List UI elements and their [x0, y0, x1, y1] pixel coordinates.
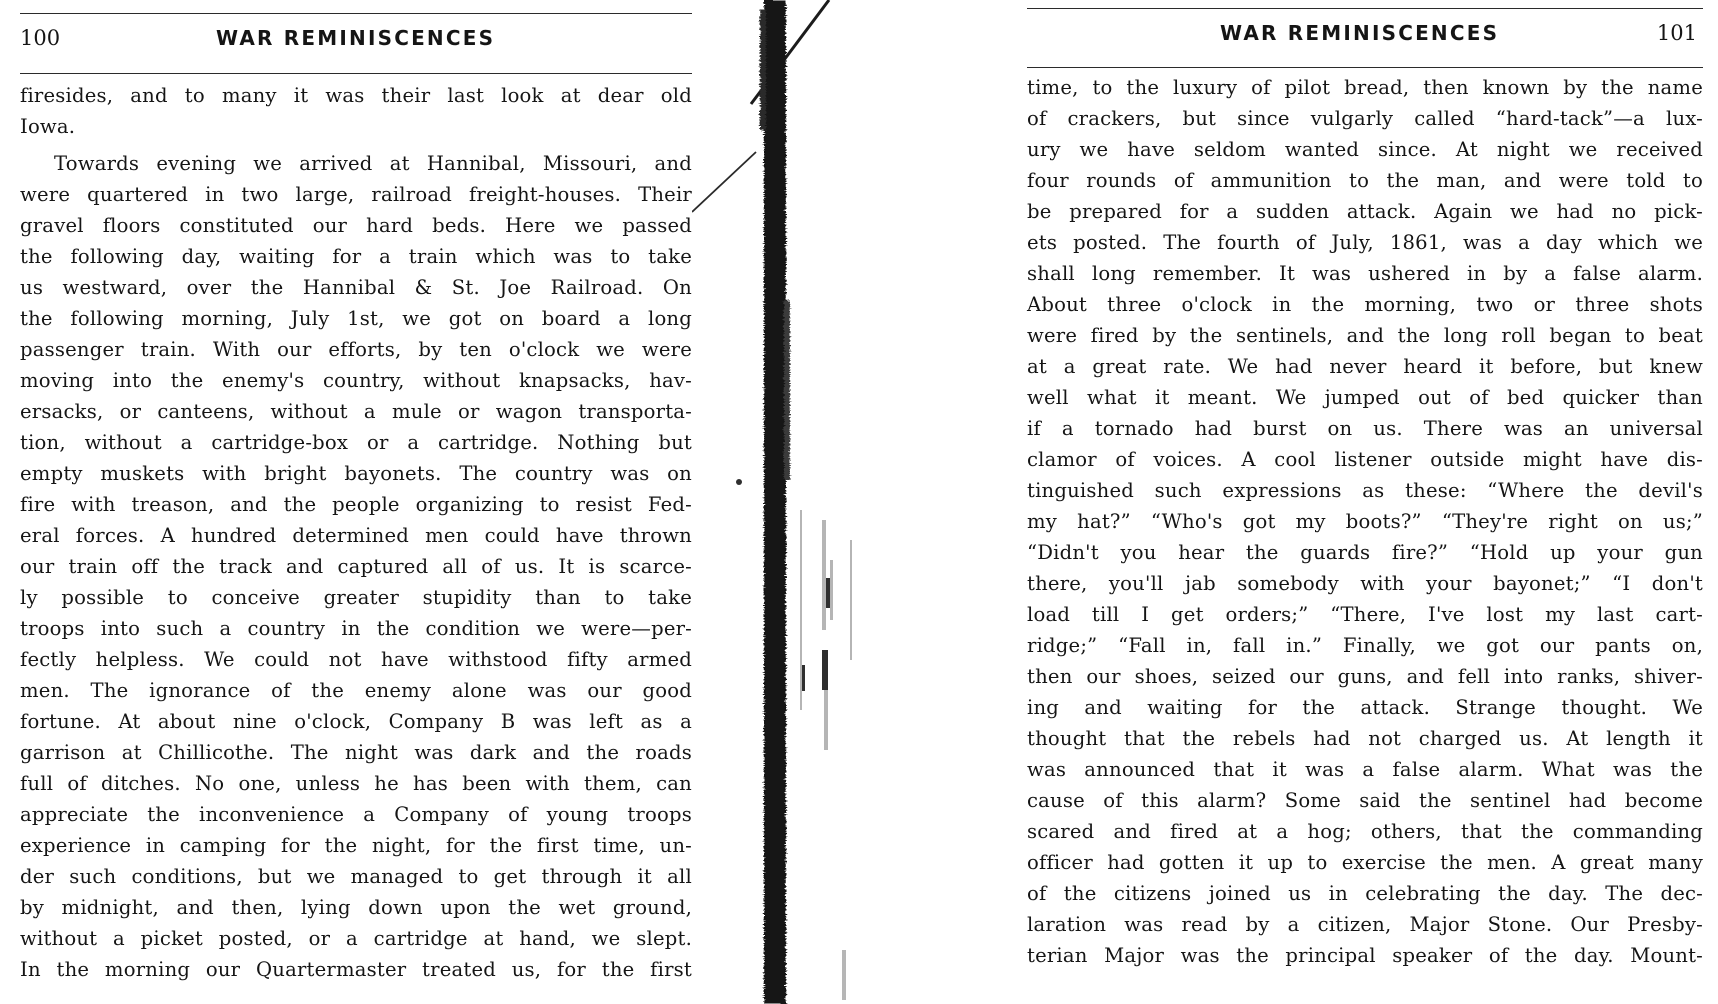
text-line: men. The ignorance of the enemy alone was our good — [20, 679, 692, 702]
text-line: fire with treason, and the people organizing to resist Fed- — [20, 493, 692, 516]
text-line: passenger train. With our efforts, by ten o'clock we were — [20, 338, 692, 361]
text-line: cause of this alarm? Some said the sentinel had become — [1027, 789, 1703, 812]
text-line: by midnight, and then, lying down upon the wet ground, — [20, 896, 692, 919]
text-line: ersacks, or canteens, without a mule or wagon transporta- — [20, 400, 692, 423]
text-line: well what it meant. We jumped out of bed quicker than — [1027, 386, 1703, 409]
text-line: ly possible to conceive greater stupidity than to take — [20, 586, 692, 609]
text-line: at a great rate. We had never heard it before, but knew — [1027, 355, 1703, 378]
text-line: ing and waiting for the attack. Strange thought. We — [1027, 696, 1703, 719]
text-line: gravel floors constituted our hard beds. Here we passed — [20, 214, 692, 237]
text-line: if a tornado had burst on us. There was an universal — [1027, 417, 1703, 440]
text-line: laration was read by a citizen, Major Stone. Our Presby- — [1027, 913, 1703, 936]
text-line: of crackers, but since vulgarly called “hard-tack”—a lux- — [1027, 107, 1703, 130]
text-line: terian Major was the principal speaker of the day. Mount- — [1027, 944, 1703, 967]
text-line: the following day, waiting for a train which was to take — [20, 245, 692, 268]
header-rule-bottom — [20, 73, 692, 74]
left-page-body — [20, 80, 692, 985]
text-line: clamor of voices. A cool listener outside might have dis- — [1027, 448, 1703, 471]
text-line: tinguished such expressions as these: “Where the devil's — [1027, 479, 1703, 502]
header-rule-bottom — [1027, 67, 1703, 68]
text-line: were fired by the sentinels, and the long roll began to beat — [1027, 324, 1703, 347]
text-line: fectly helpless. We could not have withstood fifty armed — [20, 648, 692, 671]
text-line: time, to the luxury of pilot bread, then known by the name — [1027, 76, 1703, 99]
text-line: “Didn't you hear the guards fire?” “Hold up your gun — [1027, 541, 1703, 564]
text-line: appreciate the inconvenience a Company of young troops — [20, 803, 692, 826]
running-title: WAR REMINISCENCES — [216, 26, 496, 50]
header-rule-top — [20, 13, 692, 14]
text-line: then our shoes, seized our guns, and fell into ranks, shiver- — [1027, 665, 1703, 688]
text-line: four rounds of ammunition to the man, and were told to — [1027, 169, 1703, 192]
page-number: 101 — [1656, 21, 1697, 45]
text-line: of the citizens joined us in celebrating the day. The dec- — [1027, 882, 1703, 905]
text-line: garrison at Chillicothe. The night was dark and the roads — [20, 741, 692, 764]
header-rule-top — [1027, 8, 1703, 9]
text-line: shall long remember. It was ushered in by a false alarm. — [1027, 262, 1703, 285]
text-line: experience in camping for the night, for the first time, un- — [20, 834, 692, 857]
text-line: officer had gotten it up to exercise the men. A great many — [1027, 851, 1703, 874]
text-line: thought that the rebels had not charged us. At length it — [1027, 727, 1703, 750]
text-line: In the morning our Quartermaster treated us, for the first — [20, 958, 692, 981]
text-line: der such conditions, but we managed to get through it all — [20, 865, 692, 888]
book-gutter — [692, 0, 992, 1004]
text-line: moving into the enemy's country, without knapsacks, hav- — [20, 369, 692, 392]
right-page-body — [1027, 72, 1703, 971]
text-line: there, you'll jab somebody with your bayonet;” “I don't — [1027, 572, 1703, 595]
text-line: empty muskets with bright bayonets. The country was on — [20, 462, 692, 485]
text-line: us westward, over the Hannibal & St. Joe Railroad. On — [20, 276, 692, 299]
text-line: the following morning, July 1st, we got on board a long — [20, 307, 692, 330]
running-title: WAR REMINISCENCES — [1220, 21, 1500, 45]
text-line: Iowa. — [20, 115, 76, 138]
text-line: our train off the track and captured all of us. It is scarce- — [20, 555, 692, 578]
text-line: full of ditches. No one, unless he has been with them, can — [20, 772, 692, 795]
text-line: ets posted. The fourth of July, 1861, was a day which we — [1027, 231, 1703, 254]
running-head-right — [1027, 19, 1703, 49]
running-head-left — [20, 24, 692, 54]
text-line: load till I get orders;” “There, I've lost my last cart- — [1027, 603, 1703, 626]
text-line: eral forces. A hundred determined men could have thrown — [20, 524, 692, 547]
text-line: without a picket posted, or a cartridge at hand, we slept. — [20, 927, 692, 950]
text-line: ury we have seldom wanted since. At night we received — [1027, 138, 1703, 161]
gutter-scan-shadow — [692, 0, 992, 1004]
text-line: my hat?” “Who's got my boots?” “They're right on us;” — [1027, 510, 1703, 533]
text-line: firesides, and to many it was their last look at dear old — [20, 84, 692, 107]
text-line: fortune. At about nine o'clock, Company B was left as a — [20, 710, 692, 733]
text-line: tion, without a cartridge-box or a cartridge. Nothing but — [20, 431, 692, 454]
text-line: troops into such a country in the condition we were—per- — [20, 617, 692, 640]
text-line: ridge;” “Fall in, fall in.” Finally, we got our pants on, — [1027, 634, 1703, 657]
text-line: were quartered in two large, railroad freight-houses. Their — [20, 183, 692, 206]
text-line: was announced that it was a false alarm. What was the — [1027, 758, 1703, 781]
paragraph-first-line: Towards evening we arrived at Hannibal, Missouri, and — [54, 152, 692, 175]
text-line: scared and fired at a hog; others, that the commanding — [1027, 820, 1703, 843]
text-line: be prepared for a sudden attack. Again we had no pick- — [1027, 200, 1703, 223]
text-line: About three o'clock in the morning, two or three shots — [1027, 293, 1703, 316]
page-number: 100 — [20, 26, 61, 50]
